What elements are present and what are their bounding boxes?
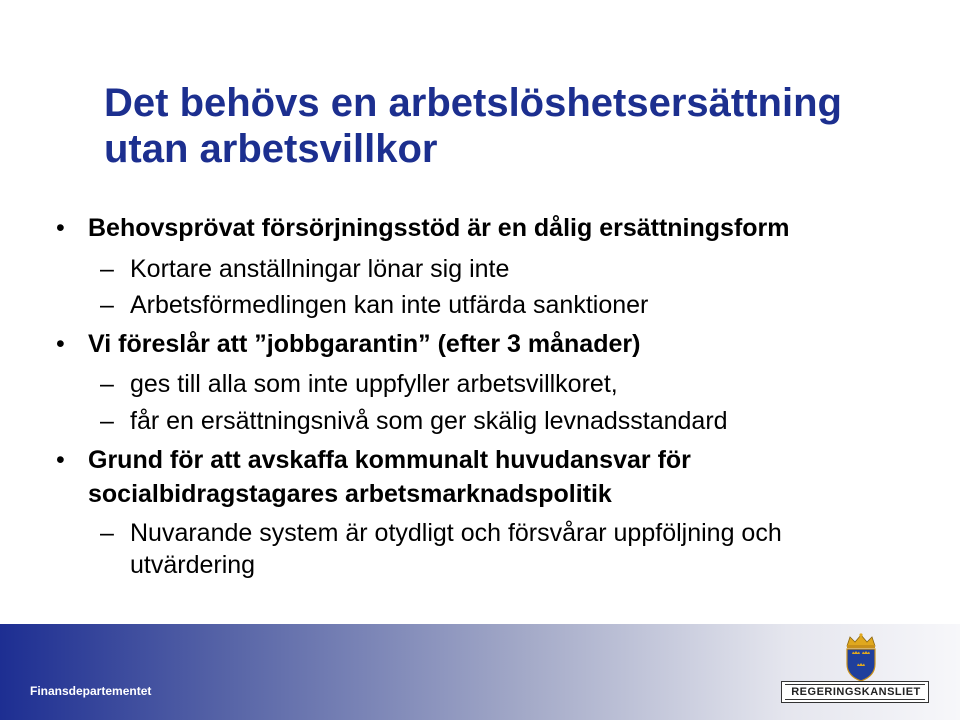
bullet-text-line-2: socialbidragstagares arbetsmarknadspolitik bbox=[88, 480, 612, 508]
bullet-text-line-1: Grund för att avskaffa kommunalt huvudansvar för bbox=[88, 446, 691, 474]
slide-title-line-1: Det behövs en arbetslöshetsersättning bbox=[104, 81, 842, 125]
sub-bullet-text: ges till alla som inte uppfyller arbetsvillkoret, bbox=[130, 370, 618, 398]
bullet-mark: • bbox=[56, 330, 65, 358]
sub-bullet-text: får en ersättningsnivå som ger skälig levnadsstandard bbox=[130, 407, 728, 435]
bullet-mark: • bbox=[56, 446, 65, 474]
sub-bullet-mark: – bbox=[100, 255, 114, 283]
sub-bullet-mark: – bbox=[100, 370, 114, 398]
slide-title-line-2: utan arbetsvillkor bbox=[104, 127, 438, 171]
bullet-text: Vi föreslår att ”jobbgarantin” (efter 3 månader) bbox=[88, 330, 641, 358]
department-label: Finansdepartementet bbox=[30, 684, 152, 698]
sub-bullet-text-line-1: Nuvarande system är otydligt och försvårar uppföljning och bbox=[130, 519, 782, 547]
sub-bullet-text-line-2: utvärdering bbox=[130, 551, 256, 579]
bullet-mark: • bbox=[56, 214, 65, 242]
footer-band bbox=[0, 624, 960, 720]
regeringskansliet-logo bbox=[781, 681, 929, 703]
sub-bullet-text: Kortare anställningar lönar sig inte bbox=[130, 255, 510, 283]
sub-bullet-mark: – bbox=[100, 407, 114, 435]
logo-text: REGERINGSKANSLIET bbox=[791, 686, 921, 698]
slide-title bbox=[104, 80, 924, 172]
sub-bullet-mark: – bbox=[100, 519, 114, 547]
bullet-text: Behovsprövat försörjningsstöd är en dålig ersättningsform bbox=[88, 214, 790, 242]
swedish-crest-icon bbox=[839, 632, 883, 682]
sub-bullet-mark: – bbox=[100, 291, 114, 319]
sub-bullet-text: Arbetsförmedlingen kan inte utfärda sanktioner bbox=[130, 291, 649, 319]
